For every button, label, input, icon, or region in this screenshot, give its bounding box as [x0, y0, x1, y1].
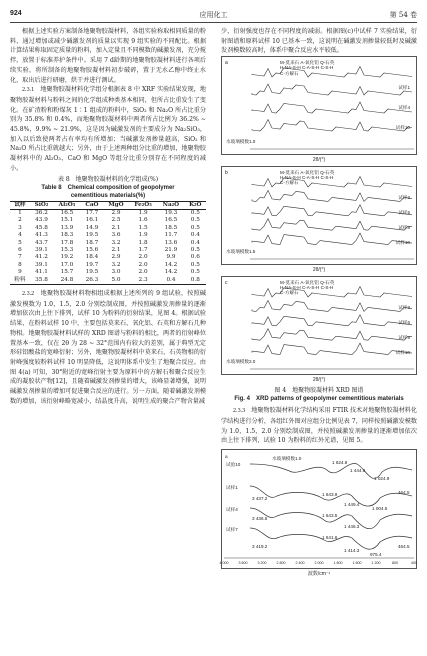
table-cell: 1.7: [138, 246, 148, 253]
figure-5-ftir: [221, 449, 417, 569]
table-cell: 5: [18, 239, 22, 246]
table-cell: 13.6: [164, 239, 178, 246]
xrd-trace: [252, 219, 412, 231]
table-cell: 17.0: [60, 261, 74, 268]
table-row: [10, 240, 206, 247]
table-cell: 3.0: [111, 269, 121, 276]
trace-label: 试样7: [226, 527, 238, 533]
table-cell: 15.3: [60, 246, 74, 253]
table-cell: 19.5: [85, 232, 99, 239]
table-header-cell: Fe₂O₃: [134, 201, 152, 208]
table-cell: 41.2: [35, 254, 48, 261]
peak-label: 1 449.4: [344, 502, 360, 508]
trace-label: 试样1: [398, 85, 410, 91]
table-cell: 5.0: [111, 276, 121, 283]
header-rule: [10, 22, 417, 23]
table-cell: 9.9: [166, 254, 176, 261]
section-2-3-1: [10, 85, 206, 173]
table-cell: 0.5: [190, 269, 200, 276]
x-tick-label: 400: [411, 561, 417, 566]
peak-label: 1 624.8: [332, 460, 348, 466]
table-cell: 8: [18, 261, 22, 268]
table-cell: 0.5: [190, 209, 200, 216]
table-cell: 3.2: [111, 261, 121, 268]
table-cell: 15.7: [60, 269, 74, 276]
figure-4: [221, 56, 417, 385]
figure-4-caption-en: Fig. 4 XRD patterns of geopolymer cementitious materials: [234, 396, 404, 403]
table-cell: 3.6: [111, 232, 121, 239]
x-tick-label: 2 000: [314, 561, 324, 566]
table-cell: 41.1: [35, 269, 48, 276]
table-cell: 15.1: [60, 217, 74, 224]
table-row: [10, 232, 206, 239]
table-cell: 18.4: [85, 254, 99, 261]
panel-label: b: [225, 169, 228, 176]
table-cell: 2.9: [111, 209, 121, 216]
xrd-panel-a: [221, 56, 417, 155]
table-row: [10, 247, 206, 254]
table-cell: 14.9: [85, 224, 99, 231]
table-caption-en-2: cementitious materials(%): [70, 192, 146, 199]
page-number: 924: [10, 10, 22, 17]
table-cell: 0.5: [190, 246, 200, 253]
table-cell: 1.6: [138, 217, 148, 224]
peak-label: 3 436.5: [252, 516, 268, 522]
table-cell: 2.1: [111, 246, 121, 253]
table-cell: 16.5: [164, 217, 178, 224]
section-2-3-2: [10, 289, 206, 406]
table-cell: 0.4: [190, 232, 200, 239]
page-header: [10, 8, 417, 22]
legend-entry: M-莫来石 A-氧化铝 Q-石英: [280, 279, 335, 285]
table-cell: 7: [18, 254, 22, 261]
xrd-legend: [280, 60, 334, 76]
table-cell: 19.5: [85, 269, 99, 276]
section-text: 根据表 8 中 XRF 实验结果发现，地聚物胶凝材料与粉料之间的化学组成种类基本相同，但所占比重发生了变化。在矿渣粉和粉煤灰 1∶1 组成的粉料中，SiO₂ 和 Na₂O 所占比重分别为 35.8% 和 0.4%，而地聚物胶凝材料中两者所占比例为 36.2% ~ 45.8%，9.9% ~ 21.9%，这是因为碱激发剂的主要成分为 Na₂SiO₃，加入以后致使两者占有率均有所增加；当碱激发剂掺量越高，SiO₂ 和 Na₂O 所占比重就越大；另外，由于上述两种组分比重的增加，地聚物胶凝材料中的 Al₂O₃、CaO 和 MgO 等组分比重分别存在不同程度的减小。: [10, 86, 207, 172]
continued-paragraph: 少，衍射强度也存在不同程度的减弱。根据图(c)中试样 7 实验结果，衍射图谱和原料试样 10 已基本一致，这说明在碱激发剂掺量较低时及碱激发剂模数较高时，体系中聚合反应水平较低。: [221, 28, 417, 55]
legend-entry: M-莫来石 A-氧化铝 Q-石英: [280, 60, 335, 66]
panel-label: a: [225, 454, 228, 460]
x-tick-label: 1 600: [352, 561, 362, 566]
table-cell: 2.0: [138, 254, 148, 261]
trace-label: 试样10: [395, 125, 410, 131]
table-header-cell: Al₂O₃: [58, 201, 76, 208]
table-cell: 16.5: [60, 209, 74, 216]
trace-label: 试样2: [398, 194, 410, 200]
ftir-x-label: 波数/cm⁻¹: [307, 571, 331, 578]
table-cell: 0.4: [190, 239, 200, 246]
modulus-label: 水玻璃模数1.5: [226, 248, 256, 254]
trace-label: 试样4: [398, 105, 410, 111]
panel-label: a: [225, 60, 228, 67]
peak-label: 1 444.8: [350, 468, 366, 474]
trace-label: 试样3: [398, 304, 410, 310]
table-cell: 2.5: [111, 217, 121, 224]
peak-label: 975.4: [370, 552, 382, 558]
xrd-trace: [252, 120, 412, 132]
table-cell: 9: [18, 269, 22, 276]
table-row: [10, 225, 206, 232]
table-cell: 0.5: [190, 217, 200, 224]
legend-entry: M-莫来石 A-氧化铝 Q-石英: [280, 169, 335, 175]
table-cell: 18.7: [85, 239, 99, 246]
x-tick-label: 2 400: [295, 561, 305, 566]
table-row: [10, 269, 206, 276]
x-tick-label: 3 200: [257, 561, 267, 566]
table-cell: 24.8: [60, 276, 74, 283]
table-cell: 2.1: [111, 224, 121, 231]
ftir-title: 水玻璃模数1.0: [272, 456, 302, 462]
figure-4-caption: [221, 387, 417, 403]
table-cell: 0.4: [166, 276, 176, 283]
table-cell: 39.1: [35, 261, 48, 268]
xrd-x-label: 2θ/(°): [312, 157, 326, 164]
table-caption-en-1: Table 8 Chemical composition of geopolymer: [41, 184, 175, 191]
x-tick-label: 2 800: [276, 561, 286, 566]
peak-label: 1 004.5: [372, 506, 388, 512]
x-tick-label: 3 600: [238, 561, 248, 566]
table-cell: 1: [18, 209, 22, 216]
table-cell: 3.2: [111, 239, 121, 246]
legend-entry: C-方解石: [280, 70, 299, 76]
trace-label: 试验10: [226, 462, 241, 468]
legend-entry: C-方解石: [280, 180, 299, 186]
section-2-3-3: [221, 406, 417, 446]
table-cell: 2.9: [111, 254, 121, 261]
table-cell: 43.7: [35, 239, 48, 246]
xrd-trace: [252, 314, 412, 325]
table-cell: 18.3: [60, 232, 74, 239]
xrd-trace: [252, 205, 412, 216]
trace-label: 试样1: [226, 485, 238, 491]
peak-label: 1 024.9: [374, 476, 390, 482]
table-cell: 0.8: [190, 276, 200, 283]
table-cell: 2: [18, 217, 22, 224]
table-cell: 45.8: [35, 224, 48, 231]
table-row: [10, 217, 206, 224]
peak-label: 3 419.2: [252, 544, 268, 550]
xrd-panel-b: [221, 166, 417, 265]
table-cell: 36.2: [35, 209, 48, 216]
table-cell: 35.8: [35, 276, 48, 283]
xrd-trace: [252, 84, 412, 95]
table-cell: 6: [18, 246, 22, 253]
table-cell: 1.9: [138, 232, 148, 239]
legend-entry: H-NA-S-H C-A-S-H C-S-H: [280, 65, 334, 71]
table-cell: 41.3: [35, 232, 48, 239]
chemical-composition-table: [10, 201, 206, 285]
table-header-cell: SiO₂: [34, 201, 49, 208]
table-row: [10, 209, 206, 217]
table-header-cell: CaO: [85, 201, 99, 208]
table-cell: 17.7: [85, 209, 99, 216]
volume-number: 第 54 卷: [389, 11, 417, 19]
table-cell: 15.6: [85, 246, 99, 253]
table-cell: 11.7: [164, 232, 178, 239]
table-cell: 16.1: [85, 217, 99, 224]
x-tick-label: 1 200: [371, 561, 381, 566]
modulus-label: 水玻璃模数2.0: [226, 358, 256, 364]
table-cell: 4: [18, 232, 22, 239]
table-cell: 0.5: [190, 261, 200, 268]
panel-label: c: [225, 279, 228, 286]
trace-label: 试样8: [398, 224, 410, 230]
table-cell: 13.9: [60, 224, 74, 231]
xrd-x-label: 2θ/(°): [312, 376, 326, 383]
table-cell: 0.6: [190, 254, 200, 261]
xrd-trace: [252, 343, 412, 355]
xrd-trace: [252, 190, 412, 201]
table-cell: 14.2: [164, 269, 178, 276]
table-row: [10, 277, 206, 285]
trace-label: 试样10: [395, 349, 410, 355]
xrd-trace: [252, 233, 412, 245]
table-cell: 2.0: [138, 261, 148, 268]
modulus-label: 水玻璃模数1.0: [226, 139, 256, 145]
trace-label: 试样4: [226, 507, 238, 513]
table-cell: 17.8: [60, 239, 74, 246]
journal-name: 应用化工: [199, 11, 228, 19]
section-title: 2.3.3 地聚物胶凝材料化学结构: [233, 408, 319, 415]
xrd-legend: [280, 170, 334, 186]
peak-label: 1 446.3: [344, 524, 360, 530]
section-text: 采用 FTIR 技术对地聚物胶凝材料化学结构进行分析，各组红外图对应组分比例见表 7，同样按照碱激发模数为 1.0，1.5，2.0 分别绘制成图，并按照碱激发剂掺量的逐渐增加依次由上往下排列，试验 10 为粉料的红外光谱，见图 5。: [221, 407, 418, 445]
table-cell: 3: [18, 224, 22, 231]
xrd-trace: [252, 300, 412, 311]
ftir-x-ticks: [219, 559, 417, 566]
legend-entry: H-NA-S-H C-A-S-H C-S-H: [280, 175, 334, 181]
figure-4-caption-cn: 图 4 地聚物胶凝材料 XRD 图谱: [274, 387, 364, 395]
intro-paragraph: 根据上述实验方案制备地聚物胶凝材料，各组实验称取相同质量的粉料，通过增加或减少碱激发剂的质量以实现 9 组实验的不同配比。根据计算结果称取固定质量的粉料，加入定量且不同模数的碱激发剂，充分搅拌，放置于标准养护条件中。采用 7 d龄期的地聚物胶凝材料进行各项后续实验，将所制备的地聚物胶凝材料初步破碎，置于无水乙醇中终止水化，取出后进行研磨，烘干并进行测试。: [10, 28, 206, 84]
peak-label: 464.5: [398, 490, 410, 496]
peak-label: 1 643.5: [322, 513, 338, 519]
section-title: 2.3.1 地聚物胶凝材料化学组分: [22, 87, 108, 94]
xrd-panel-c: [221, 276, 417, 375]
table-cell: 18.5: [164, 224, 178, 231]
xrd-x-label: 2θ/(°): [312, 266, 326, 273]
peak-label: 1 414.3: [344, 548, 360, 554]
peak-label: 1 641.6: [322, 535, 338, 541]
table-caption: [10, 176, 206, 200]
legend-entry: H-NA-S-H C-A-S-H C-S-H: [280, 284, 334, 290]
table-header-cell: MgO: [108, 201, 124, 208]
table-cell: 26.3: [85, 276, 99, 283]
xrd-legend: [280, 280, 334, 296]
trace-label: 试样10: [395, 239, 410, 245]
trace-label: 试样9: [398, 334, 410, 340]
x-tick-label: 4 000: [219, 561, 229, 566]
peak-label: 464.5: [398, 544, 410, 550]
table-cell: 19.7: [85, 261, 99, 268]
right-column: [221, 27, 417, 580]
table-cell: 21.9: [164, 246, 178, 253]
table-header-cell: K₂O: [189, 201, 202, 208]
trace-label: 试样6: [398, 319, 410, 325]
table-cell: 0.5: [190, 224, 200, 231]
table-cell: 19.2: [60, 254, 74, 261]
table-cell: 19.3: [164, 209, 178, 216]
peak-label: 3 437.2: [252, 496, 268, 502]
x-tick-label: 1 800: [333, 561, 343, 566]
table-cell: 2.3: [138, 276, 148, 283]
trace-label: 试样5: [398, 209, 410, 215]
table-cell: 2.0: [138, 269, 148, 276]
left-column: [10, 27, 206, 406]
table-cell: 14.2: [164, 261, 178, 268]
table-cell: 1.5: [138, 224, 148, 231]
table-row: [10, 262, 206, 269]
table-cell: 39.1: [35, 246, 48, 253]
xrd-trace: [252, 102, 412, 113]
section-title: 2.3.2 地聚物胶凝材料物相组成: [22, 291, 110, 298]
table-header-cell: Na₂O: [162, 201, 180, 208]
section-text: 根据上述所列的 9 组试验，按照碱激发模数为 1.0，1.5，2.0 分别绘制成图，并按照碱激发剂掺量的逐渐增加依次由上往下排列，试样 10 为粉料的衍射结果，见图 4。根据试验结果，在粉料试样 10 中，主要包括莫来石、氧化铝、石英和方解石几种物相。地聚物胶凝材料试样的 XRD 图谱与粉料的相比，两者的衍射峰位置基本一致，仅在 2θ 为 28 ~ 32°范围内有较大的差别，属于典型无定形硅铝酸盐的宽峰衍射；另外，地聚物胶凝材料中莫来石、石英物相的衍射峰强度较粉料试样 10 明显降低，这说明体系中发生了地聚合反应。由图 4(a) 可知，30°附近的宽峰衍射主要为原料中的方解石和聚合反应生成的凝胶状产物[12]，且随着碱激发剂掺量的增大，该峰显著增强，说明碱激发剂掺量的增加可促进聚合反应的进行。另一方面，随着碱激发剂模数的增加，该衍射峰略宽减小，结晶度升高，说明生成的聚合产物含量减: [10, 290, 206, 405]
table-header-cell: 试样: [14, 201, 26, 208]
xrd-trace: [252, 328, 412, 340]
table-cell: 43.9: [35, 217, 48, 224]
table-row: [10, 254, 206, 261]
x-tick-label: 800: [392, 561, 398, 566]
table-caption-cn: 表 8 地聚物胶凝材料的化学组成(%): [57, 175, 159, 183]
table-cell: 1.9: [138, 209, 148, 216]
peak-label: 1 643.9: [322, 492, 338, 498]
legend-entry: C-方解石: [280, 289, 299, 295]
table-cell: 粉料: [14, 276, 26, 283]
table-cell: 1.8: [138, 239, 148, 246]
